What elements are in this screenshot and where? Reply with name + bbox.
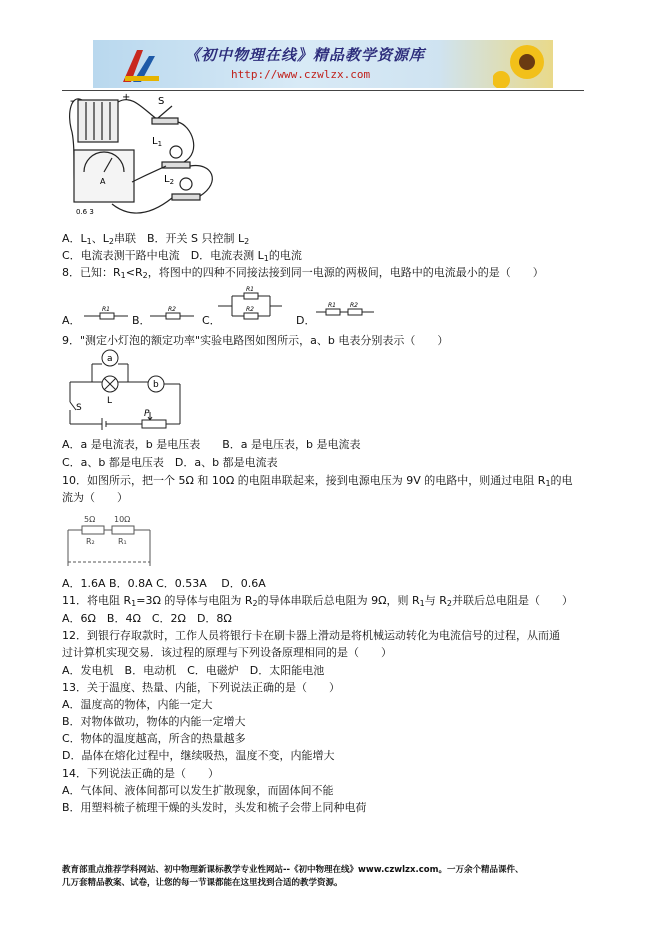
q9-circuit-figure xyxy=(62,346,192,436)
header-rule xyxy=(62,90,584,91)
q7-options-cd: C．电流表测干路中电流 D．电流表测 $L_1$的电流 xyxy=(62,249,302,263)
sunflower-icon xyxy=(493,40,553,88)
q13-opt-b: B．对物体做功，物体的内能一定增大 xyxy=(62,715,246,728)
banner-title: 《初中物理在线》精品教学资源库 xyxy=(185,46,426,64)
q12-stem-line1: 12．到银行存取款时，工作人员将银行卡在刷卡器上滑动是将机械运动转化为电流信号的过程，从而通 xyxy=(62,629,560,642)
q14-opt-b: B．用塑料梳子梳理干燥的头发时，头发和梳子会带上同种电荷 xyxy=(62,801,367,814)
q8c-r1-label: R1 xyxy=(246,286,254,293)
banner-url: http://www.czwlzx.com xyxy=(231,68,371,81)
q13-stem: 13．关于温度、热量、内能，下列说法正确的是（ ） xyxy=(62,681,340,694)
battery-plus-label: + xyxy=(122,92,131,103)
q8-opt-d-label: D． xyxy=(296,314,316,327)
q12-options: A．发电机 B．电动机 C．电磁炉 D．太阳能电池 xyxy=(62,664,325,677)
q10-circuit-figure xyxy=(62,508,162,580)
switch-s-label: S xyxy=(158,96,165,107)
lamp-l2-label: $L_2$ xyxy=(164,174,175,186)
meter-b-label: b xyxy=(153,380,159,390)
q9-stem: 9．"测定小灯泡的额定功率"实验电路图如图所示，a、b 电表分别表示（ ） xyxy=(62,334,449,347)
site-logo-icon xyxy=(119,46,163,84)
q8-opt-b-label: B． xyxy=(132,314,151,327)
battery-minus-label: - xyxy=(70,94,74,107)
lamp-l1-label: $L_1$ xyxy=(152,136,163,148)
meter-a-label: a xyxy=(107,354,113,364)
q14-stem: 14．下列说法正确的是（ ） xyxy=(62,767,219,780)
r2-label: R₂ xyxy=(86,537,95,546)
q8c-r2-label: R2 xyxy=(246,306,254,313)
q13-opt-d: D．晶体在熔化过程中，继续吸热，温度不变，内能增大 xyxy=(62,749,335,762)
q8d-r2-label: R2 xyxy=(350,302,358,309)
q11-stem: 11．将电阻 $R_1=3\Omega$ 的导体与电阻为 $R_2$的导体串联后总电阻为 9Ω，则 $R_1$与 $R_2$并联后总电阻是（ ） xyxy=(62,594,573,608)
q8b-r2-label: R2 xyxy=(168,306,176,313)
q8d-r1-label: R1 xyxy=(328,302,336,309)
q10-options: A．1.6A B．0.8A C．0.53A D．0.6A xyxy=(62,577,266,590)
q10-stem-line1: 10．如图所示，把一个 5Ω 和 10Ω 的电阻串联起来，接到电源电压为 9V 的电路中，则通过电阻 $R_1$的电 xyxy=(62,474,573,488)
q11-options: A．6Ω B．4Ω C．2Ω D．8Ω xyxy=(62,612,232,625)
q13-opt-a: A．温度高的物体，内能一定大 xyxy=(62,698,213,711)
slider-p-label: P xyxy=(144,409,150,419)
circuit-figure-q7 xyxy=(62,92,232,220)
q8-opt-a-label: A． xyxy=(62,314,81,327)
ammeter-scale-label: 0.6 3 xyxy=(76,208,94,216)
q8-opt-c-label: C． xyxy=(202,314,221,327)
lamp-l-label: L xyxy=(107,396,113,406)
q12-stem-line2: 过计算机实现交易．该过程的原理与下列设备原理相同的是（ ） xyxy=(62,646,392,659)
header-banner xyxy=(93,40,553,88)
q8-resistor-figures xyxy=(84,282,384,326)
footer-line-2: 几万套精品教案、试卷，让您的每一节课都能在这里找到合适的教学资源。 xyxy=(62,878,343,888)
r-5-ohm-label: 5Ω xyxy=(84,515,96,524)
q9-options-ab: A．a 是电流表，b 是电压表 B．a 是电压表，b 是电流表 xyxy=(62,438,361,451)
q8-stem: 8．已知：$R_1<R_2$，将图中的四种不同接法接到同一电源的两极间，电路中的电流最小的是（ ） xyxy=(62,266,544,280)
footer-line-1: 教育部重点推荐学科网站、初中物理新课标教学专业性网站--《初中物理在线》www.czwlzx.com。一万余个精品课件、 xyxy=(62,865,524,875)
q13-opt-c: C．物体的温度越高，所含的热量越多 xyxy=(62,732,246,745)
q14-opt-a: A．气体间、液体间都可以发生扩散现象，而固体间不能 xyxy=(62,784,334,797)
r1-label: R₁ xyxy=(118,537,127,546)
q9-options-cd: C．a、b 都是电压表 D．a、b 都是电流表 xyxy=(62,456,278,469)
q10-stem-line2: 流为（ ） xyxy=(62,491,128,504)
r-10-ohm-label: 10Ω xyxy=(114,515,131,524)
q7-options-ab: A．$L_1$、$L_2$串联 B．开关 S 只控制 $L_2$ xyxy=(62,232,250,246)
ammeter-label: A xyxy=(100,177,106,186)
switch-s-label-q9: S xyxy=(76,403,82,413)
page-footer xyxy=(62,864,602,890)
q8a-r1-label: R1 xyxy=(102,306,110,313)
